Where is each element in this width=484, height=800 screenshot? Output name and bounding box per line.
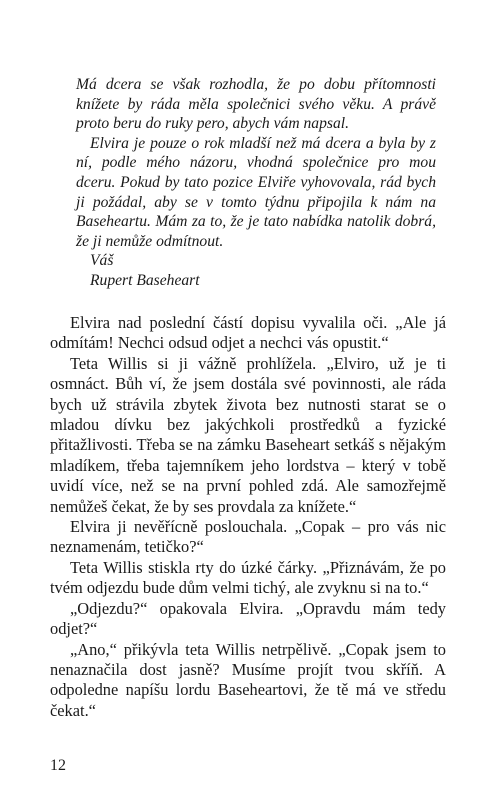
body-paragraph: Elvira nad poslední částí dopisu vyvalila oči. „Ale já odmítám! Nechci odsud odjet a nechci vás opustit.“ bbox=[50, 313, 446, 353]
body-paragraph: Teta Willis si ji vážně prohlížela. „Elviro, už je ti osmnáct. Bůh ví, že jsem dostála své povinnosti, ale ráda bych už strávila zbytek života bez nutnosti starat se o mladou dívku bez jakýchkoli prostředků a fyzické přitažlivosti. Třeba se na zámku Baseheart setkáš s nějakým mladíkem, třeba tajemníkem jeho lordstva – který v tobě uvidí více, než se na první pohled zdá. Ale samozřejmě nemůžeš čekat, že by ses provdala za knížete.“ bbox=[50, 353, 446, 516]
narrative-text bbox=[50, 313, 446, 721]
body-paragraph: „Ano,“ přikývla teta Willis netrpělivě. „Copak jsem to nenaznačila dost jasně? Musíme projít tvou skříň. A odpoledne napíšu lordu Baseheartovi, že tě má ve středu čekat.“ bbox=[50, 639, 446, 720]
body-paragraph: Elvira ji nevěřícně poslouchala. „Copak – pro vás nic neznamenám, tetičko?“ bbox=[50, 517, 446, 557]
page-number: 12 bbox=[50, 757, 66, 774]
body-paragraph: Teta Willis stiskla rty do úzké čárky. „Přiznávám, že po tvém odjezdu bude dům velmi tichý, ale zvyknu si na to.“ bbox=[50, 557, 446, 598]
body-paragraph: „Odjezdu?“ opakovala Elvira. „Opravdu mám tedy odjet?“ bbox=[50, 598, 446, 639]
letter-paragraph: Má dcera se však rozhodla, že po dobu přítomnosti knížete by ráda měla společnici svého věku. A právě proto beru do ruky pero, abych vám napsal. bbox=[76, 76, 436, 133]
letter-signature: Rupert Baseheart bbox=[90, 271, 200, 289]
letter-closing: Váš bbox=[90, 252, 114, 270]
letter-paragraph: Elvira je pouze o rok mladší než má dcera a byla by z ní, podle mého názoru, vhodná společnice pro mou dceru. Pokud by tato pozice Elviře vyhovovala, rád bych ji požádal, aby se v tomto týdnu připojila k nám na Baseheartu. Mám za to, že je tato nabídka natolik dobrá, že ji nemůže odmítnout. bbox=[76, 134, 436, 250]
letter-excerpt bbox=[76, 75, 436, 291]
